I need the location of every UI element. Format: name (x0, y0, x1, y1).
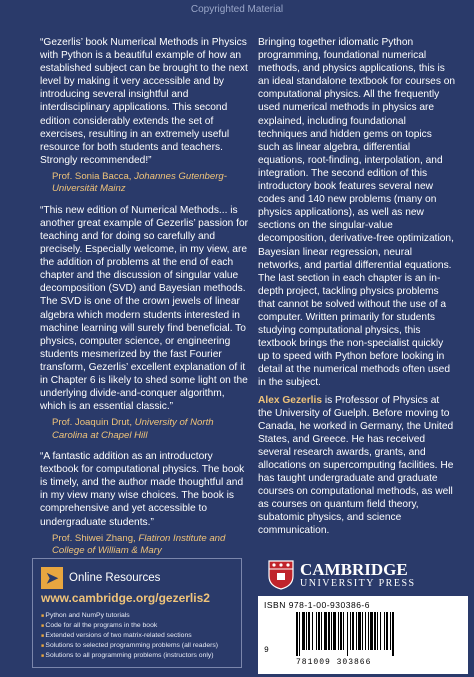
barcode-stripe (312, 612, 313, 650)
barcode-stripe (390, 612, 391, 650)
publisher-subtitle: UNIVERSITY PRESS (300, 578, 416, 589)
barcode-stripe (392, 612, 394, 656)
list-item: ■ Solutions to all programming problems (instructors only) (41, 651, 233, 661)
endorsement-attribution: Prof. Shiwei Zhang, Flatiron Institute and College of William & Mary (52, 532, 226, 557)
barcode-stripe (316, 612, 317, 650)
list-item: ■ Extended versions of two matrix-related sections (41, 631, 233, 641)
barcode-stripe (306, 612, 307, 650)
endorsement-text: “This new edition of Numerical Methods... is another great example of Gezerlis’ passion for teaching and for doing so carefully and precisely. Especially welcome, in my view, are the addition of problems at the end of each chapter and the discussion of singular value decomposition (SVD) and Bayesian methods. The SVD is one of the crown jewels of linear algebra which modern students interested in machine learning will surely find beneficial. To physics, computer science, or engineering students mesmerized by the fast Fourier transform, Gezerlis’ excellent explanation of it in Chapter 6 is likely to shed some light on the underlying divide-and-conquer algorithm, which is an essential classic.” (40, 204, 249, 413)
endorsement-1 (40, 36, 248, 196)
isbn-label: ISBN 978-1-00-930386-6 (264, 600, 370, 610)
barcode-stripe (302, 612, 305, 650)
barcode-stripe (365, 612, 366, 650)
description-column (258, 36, 456, 538)
barcode-stripe (350, 612, 351, 650)
barcode-stripe (384, 612, 385, 650)
barcode-bars (294, 612, 444, 656)
resources-list (41, 611, 233, 661)
barcode-stripe (386, 612, 388, 650)
book-description: Bringing together idiomatic Python programming, foundational numerical methods, and physics applications, this is an ideal standalone textbook for courses on computational physics. All the frequently used numerical methods in physics are explained, including foundational techniques and hidden gems on topics such as linear algebra, differential equations, root-finding, interpolation, and integration. The second edition of this introductory book features several new codes and 140 new problems (many on physics applications), as well as new sections on the singular-value decomposition, derivative-free optimization, Bayesian linear regression, neural networks, and partial differential equations. The last section in each chapter is an in-depth project, tackling physics problems that cannot be solved without the use of a computer. Written primarily for students studying computational physics, this textbook brings the non-specialist quickly up to speed with Python before looking in detail at the numerical methods often used in the subject. (258, 37, 456, 389)
publisher-name: CAMBRIDGE (300, 560, 408, 579)
barcode-stripe (318, 612, 320, 650)
author-bio-text: is Professor of Physics at the University of Guelph. Before moving to Canada, he worked in Germany, the United States, and Greece. He has received several research awards, grants, and allocations on supercomputing facilities. He has taught undergraduate and graduate courses on computational methods, as well as courses on quantum field theory, subatomic physics, and science communication. (258, 394, 454, 537)
resources-url-link[interactable]: www.cambridge.org/gezerlis2 (41, 591, 210, 605)
barcode-stripe (321, 612, 322, 650)
barcode-stripe (380, 612, 381, 650)
endorsement-text: “Gezerlis’ book Numerical Methods in Physics with Python is a beautiful example of how an established subject can be brought to the next level by making it very accessible and by introducing several insightful and interdisciplinary applications. This second edition considerably extends the set of exercises, resulting in an extremely useful resource for both students and teachers. Strongly recommended!” (40, 37, 248, 166)
copyright-notice: Copyrighted Material (190, 4, 284, 15)
barcode-stripe (343, 612, 344, 650)
barcode-stripe (347, 612, 348, 656)
author-name: Alex Gezerlis (258, 394, 322, 406)
author-bio (258, 394, 456, 538)
list-item: ■ Python and NumPy tutorials (41, 611, 233, 621)
barcode-stripe (377, 612, 378, 650)
barcode-stripe (308, 612, 310, 650)
barcode-stripe (331, 612, 332, 650)
endorsement-attribution: Prof. Joaquin Drut, University of North Carolina at Chapel Hill (52, 417, 214, 441)
online-resources-box (32, 558, 242, 668)
arrow-right-icon: ➤ (41, 567, 63, 589)
barcode-stripe (356, 612, 357, 650)
resources-header (41, 567, 233, 589)
list-item: ■ Solutions to selected programming problems (all readers) (41, 641, 233, 651)
resources-title: Online Resources (69, 572, 161, 584)
isbn-barcode (258, 596, 468, 674)
barcode-stripe (340, 612, 342, 650)
endorsement-text: “A fantastic addition as an introductory textbook for computational physics. The book is timely, and the author made thoughtful and in my view many wise choices. The book is comprehensive and yet accessible to undergraduate students.” (40, 451, 245, 528)
cambridge-crest-icon (268, 560, 294, 590)
endorsement-attribution: Prof. Sonia Bacca, Johannes Gutenberg-Universität Mainz (52, 170, 227, 195)
barcode-stripe (362, 612, 363, 650)
barcode-stripe (368, 612, 369, 650)
publisher-logo (268, 560, 416, 590)
isbn-digits: 781009 303866 (296, 658, 372, 667)
barcode-stripe (338, 612, 339, 650)
barcode-stripe (352, 612, 354, 650)
barcode-stripe (296, 612, 298, 656)
endorsement-2 (40, 204, 248, 442)
barcode-stripe (299, 612, 300, 656)
publisher-wordmark (300, 561, 416, 589)
barcode-stripe (328, 612, 330, 650)
barcode-stripe (358, 612, 361, 650)
barcode-stripe (370, 612, 373, 650)
endorsement-3 (40, 450, 248, 557)
barcode-stripe (324, 612, 327, 650)
barcode-stripe (374, 612, 376, 650)
endorsements-column (40, 36, 248, 565)
isbn-lead-digit: 9 (264, 646, 269, 655)
barcode-stripe (333, 612, 336, 650)
list-item: ■ Code for all the programs in the book (41, 621, 233, 631)
